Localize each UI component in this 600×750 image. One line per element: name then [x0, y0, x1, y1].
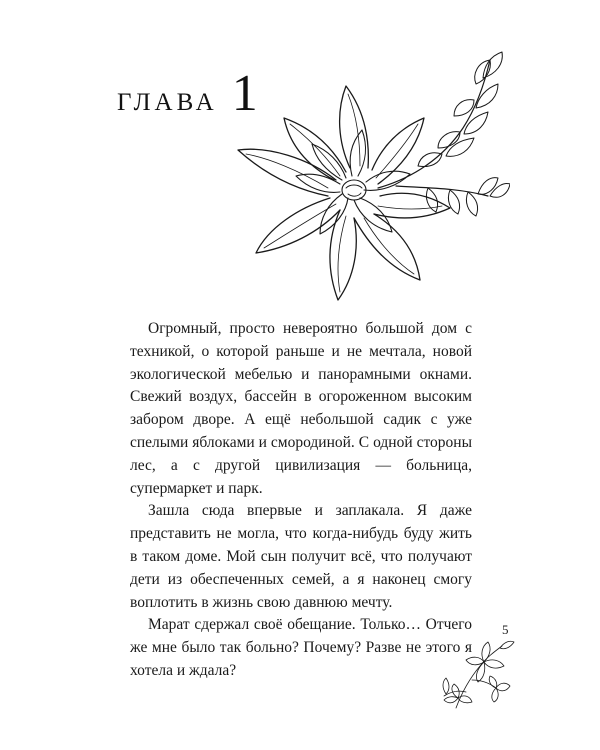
flower-petal	[340, 86, 369, 168]
petal-vein	[338, 216, 346, 292]
flower-center-detail	[346, 185, 362, 196]
branch-leaf	[448, 190, 459, 214]
small-petal	[496, 683, 510, 691]
petal-vein	[378, 206, 442, 209]
paragraph: Марат сдержал своё обещание. Только… Отчего же мне было так больно? Почему? Разве не этого я хотела и ждала?	[130, 616, 472, 679]
flower-center	[342, 180, 366, 200]
flower-inner-petal	[364, 171, 410, 190]
small-petal	[484, 660, 504, 668]
branch-leaf	[446, 138, 474, 156]
branch-leaf	[418, 153, 442, 167]
branch-leaf	[475, 60, 491, 84]
body-text	[130, 318, 472, 683]
flower-petal	[330, 210, 356, 300]
paragraph: Зашла сюда впервые и заплакала. Я даже представить не могла, что когда-нибудь буду жить в таком доме. Мой сын получит всё, что получают дети из обеспеченных семей, а я наконец смогу воплотить в жизнь свою давнюю мечту.	[130, 502, 472, 611]
small-leaf	[443, 678, 449, 694]
small-petal	[466, 657, 484, 665]
flower-petal	[284, 118, 346, 180]
petal-vein	[364, 218, 414, 274]
small-leaf	[500, 641, 514, 649]
small-petal	[489, 676, 497, 688]
small-petal	[492, 688, 498, 702]
small-stem	[456, 646, 502, 708]
small-petal	[458, 696, 472, 703]
flower-petal	[354, 214, 420, 280]
chapter-word: ГЛАВА	[117, 89, 218, 116]
flower-petal	[374, 193, 450, 218]
paragraph: Огромный, просто невероятно большой дом с техникой, о которой раньше и не мечтала, новой экологической мебелью и панорамными окнами. Свежий воздух, бассейн в огороженном высоким забором дворе. А ещё небольшой садик с уже спелыми яблоками и смородиной. С одной стороны лес, а с другой цивилизация — больница, супермаркет и парк.	[130, 320, 472, 497]
branch-leaf	[466, 192, 477, 216]
chapter-number: 1	[231, 65, 258, 122]
small-flower-illustration	[436, 632, 516, 712]
branch-stem-lower	[396, 186, 488, 196]
branch-stem	[378, 60, 490, 188]
branch-leaf	[490, 184, 510, 198]
petal-vein	[348, 94, 360, 166]
small-petal	[444, 697, 458, 703]
small-stem	[472, 680, 496, 688]
page-number: 5	[502, 622, 509, 637]
flower-inner-petal	[350, 130, 365, 176]
flower-illustration	[228, 38, 510, 310]
branch-leaf	[478, 178, 498, 195]
branch-leaf	[464, 112, 488, 134]
